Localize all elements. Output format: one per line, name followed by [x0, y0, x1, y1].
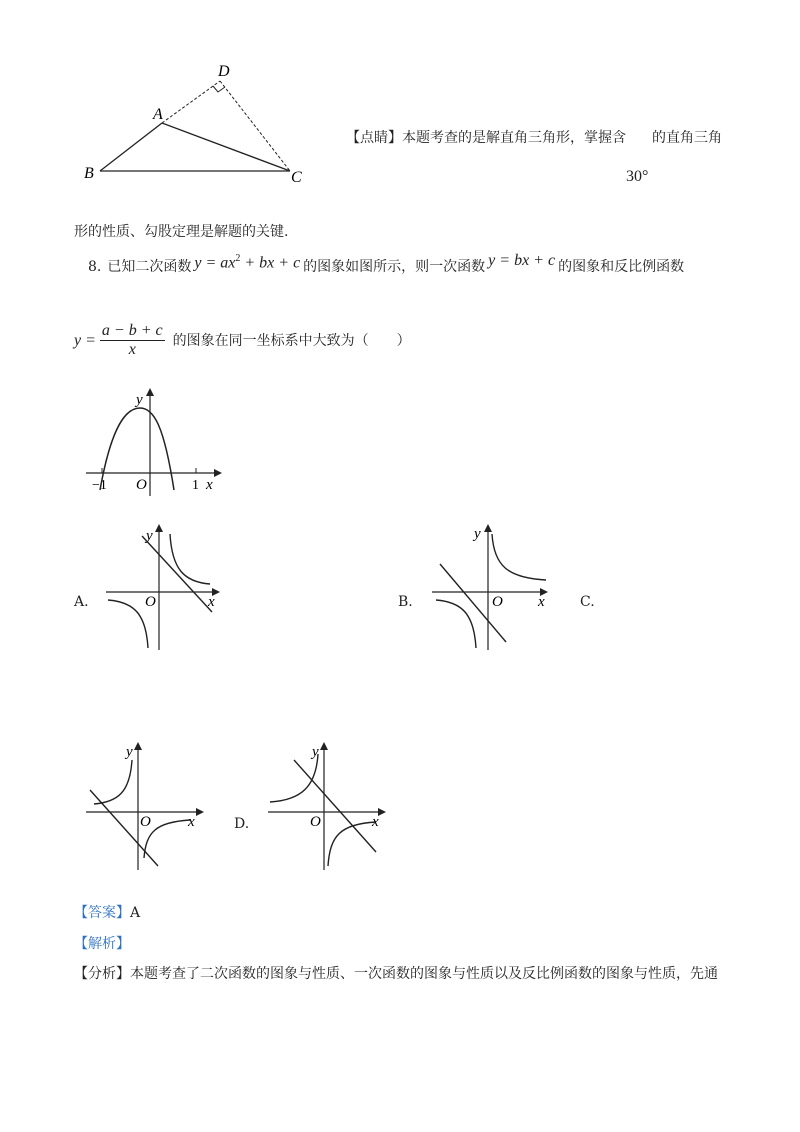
option-a-label[interactable]: A. — [74, 594, 89, 610]
question-part-4: 的图象在同一坐标系中大致为（ ） — [172, 332, 411, 349]
x-label: x — [188, 814, 195, 830]
hyperbola-branch-1 — [170, 534, 210, 584]
option-d-graph[interactable] — [266, 742, 392, 872]
label-b: B — [84, 165, 94, 182]
question-number: 8. — [88, 259, 102, 276]
inverse-formula-fraction — [100, 322, 165, 359]
y-axis-arrow — [484, 524, 492, 532]
origin-label: O — [145, 594, 156, 610]
tip-text-end: 的直角三角 — [652, 130, 722, 146]
right-angle-mark — [213, 86, 225, 92]
question-line-1 — [88, 252, 685, 279]
answer-line — [74, 903, 140, 923]
y-label: y — [312, 744, 319, 760]
parabola-figure — [82, 388, 222, 498]
origin-label: O — [492, 594, 503, 610]
tip-label: 【点睛】 — [346, 130, 402, 146]
x-axis-arrow — [378, 808, 386, 816]
x-label: x — [538, 594, 545, 610]
label-c: C — [291, 169, 302, 186]
hyperbola-branch-3 — [436, 600, 476, 648]
hyperbola-branch-2 — [94, 760, 132, 804]
fenxi-label: 【分析】 — [74, 966, 130, 982]
tick-label-1: 1 — [192, 478, 199, 493]
tip-text: 本题考查的是解直角三角形，掌握含 — [402, 130, 626, 146]
y-axis-arrow — [155, 524, 163, 532]
fenxi-text: 本题考查了二次函数的图象与性质、一次函数的图象与性质以及反比例函数的图象与性质，先通 — [130, 966, 718, 982]
hyperbola-branch-3 — [108, 600, 148, 648]
tip-line — [346, 128, 626, 148]
question-part-2: 的图象如图所示，则一次函数 — [303, 259, 486, 276]
triangle-figure — [80, 58, 320, 193]
option-a-graph[interactable] — [104, 524, 226, 652]
x-label: x — [372, 814, 379, 830]
inverse-formula-lhs: y = — [74, 331, 96, 349]
y-label: y — [126, 744, 133, 760]
y-label: y — [136, 392, 143, 408]
segment-ad-dashed — [162, 81, 220, 123]
segment-ab — [100, 123, 162, 171]
option-b-graph[interactable] — [430, 524, 554, 652]
tip-continuation: 形的性质、勾股定理是解题的关键. — [74, 224, 289, 240]
fraction-denominator: x — [128, 341, 136, 358]
option-c-graph[interactable] — [84, 742, 210, 872]
x-label: x — [208, 594, 215, 610]
hyperbola-branch-1 — [492, 534, 546, 580]
origin-label: O — [136, 477, 147, 493]
origin-label: O — [140, 814, 151, 830]
answer-value: A — [130, 905, 141, 921]
question-line-2 — [74, 322, 411, 359]
fenxi-line — [74, 964, 718, 984]
quadratic-formula: $y = ax^2$ + bx + c — [194, 253, 301, 272]
option-c-label[interactable]: C. — [580, 594, 595, 610]
y-axis-arrow — [146, 388, 154, 396]
segment-ac — [162, 123, 290, 171]
fraction-numerator: a − b + c — [101, 322, 163, 339]
x-label: x — [206, 477, 213, 493]
y-label: y — [146, 528, 153, 544]
tick-label-neg1: −1 — [92, 478, 107, 493]
x-axis-arrow — [196, 808, 204, 816]
hyperbola-branch-4 — [144, 820, 190, 858]
option-b-label[interactable]: B. — [398, 594, 413, 610]
x-axis-arrow — [214, 469, 222, 477]
angle-30: 30° — [626, 168, 649, 185]
question-part-3: 的图象和反比例函数 — [558, 259, 685, 276]
y-axis-arrow — [320, 742, 328, 750]
label-a: A — [153, 106, 163, 123]
origin-label: O — [310, 814, 321, 830]
linear-formula: y = bx + c — [488, 252, 556, 270]
y-axis-arrow — [134, 742, 142, 750]
question-part-1: 已知二次函数 — [107, 259, 192, 276]
option-d-label[interactable]: D. — [234, 816, 250, 832]
y-label: y — [474, 526, 481, 542]
answer-label: 【答案】 — [74, 905, 130, 921]
analysis-label: 【解析】 — [74, 936, 130, 952]
label-d: D — [218, 63, 230, 80]
